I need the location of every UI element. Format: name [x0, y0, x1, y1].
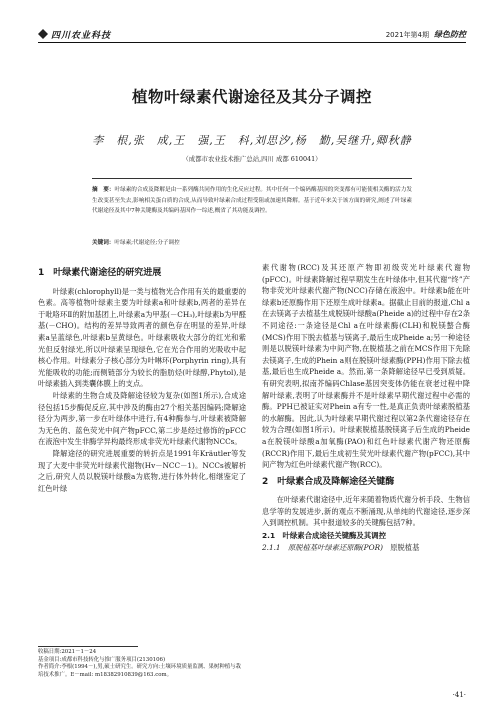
- paragraph: 降解途径的研究进展重要的转折点是1991年Kräutler等发现了大麦中非荧光叶绿素代谢物(Hv－NCC－1)。NCCs被解析之后,研究人员以脱镁叶绿酸a为底物,进行体外转化,相继鉴定了红色叶绿: [38, 448, 246, 493]
- author-list: 李 根,张 成,王 强,王 科,刘思汐,杨 勤,吴继升,卿秋静: [92, 134, 412, 147]
- abstract-rule: [92, 178, 412, 179]
- running-header: [386, 29, 466, 40]
- article-title: 植物叶绿素代谢途径及其分子调控: [131, 88, 372, 106]
- journal-logo-text: 四川农业科技: [51, 30, 112, 41]
- subsubsection-heading-2-1-1: [262, 542, 470, 554]
- journal-logo-icon: [38, 29, 48, 39]
- page-number: ·41·: [452, 691, 466, 699]
- header-rule: [38, 42, 466, 43]
- subsubsection-continuation: 原脱植基: [382, 542, 420, 552]
- paragraph: 素代谢物(RCC)及其还原产物即初级荧光叶绿素代谢物(pFCC)。叶绿素降解过程早期发生在叶绿体中,但其代谢“终”产物非荧光叶绿素代谢产物(NCC)存储在液泡中。叶绿素b能在叶绿素b还原酶作用下还原生成叶绿素a。据截止目前的报道,Chl a在去镁离子去植基生成脱镁叶绿酸a(Pheide a)的过程中存在2条不同途径:一条途径是Chl a在叶绿素酶(CLH)和脱镁螯合酶(MCS)作用下脱去植基与镁离子,最后生成Pheide a;另一种途径则是以脱镁叶绿素为中间产物,在脱植基之前在MCS作用下先除去镁离子,生成的Phein a则在脱镁叶绿素酶(PPH)作用下除去植基,最后也生成Pheide a。然而,第一条降解途径早已受到质疑。有研究表明,拟南芥编码Chlase基因突变体仍能在衰老过程中降解叶绿素,表明了叶绿素酶并不是叶绿素早期代谢过程中必需的酶。PPH已被证实对Phein a有专一性,是真正负责叶绿素脱植基的水解酶。因此,认为叶绿素早期代谢过程以第2条代谢途径存在较为合理(如图1所示)。叶绿素脱植基脱镁离子后生成的Pheide a在脱镁叶绿酸a加氧酶(PAO)和红色叶绿素代谢产物还原酶(RCCR)作用下,最后生成初生荧光叶绿素代谢产物(pFCC),其中间产物为红色叶绿素代谢产物(RCC)。: [262, 263, 470, 470]
- affiliation: （成都市农业技术推广总站,四川 成都 610041）: [182, 155, 322, 163]
- journal-logo: [38, 28, 111, 40]
- fund-info: 基金项目:成都市科技转化与推广服务项目(2130106): [38, 656, 166, 663]
- keywords-label: 关键词：: [92, 240, 115, 246]
- received-date: 收稿日期:2021－1－24: [38, 649, 97, 655]
- left-column: [38, 264, 246, 494]
- paragraph: 在叶绿素代谢途径中,近年来随着物质代谢分析手段、生物信息学等的发展进步,新的观点不断涌现,从单纯的代谢途径,逐步深入到调控机制。其中报道较多的关键酶包括7种。: [262, 495, 470, 528]
- paragraph: 叶绿素(chlorophyll)是一类与植物光合作用有关的最重要的色素。高等植物叶绿素主要为叶绿素a和叶绿素b,两者的差异在于吡咯环Ⅱ的附加基团上,叶绿素a为甲基(－CH₃),叶绿素b为甲醛基(－CHO)。结构的差异导致两者的颜色存在明显的差异,叶绿素a呈蓝绿色,叶绿素b呈黄绿色。叶绿素吸收大部分的红光和紫光但反射绿光,所以叶绿素呈现绿色,它在光合作用的光吸收中起核心作用。叶绿素分子核心部分为叶啉环(Porphyrin ring),具有光能吸收的功能;而侧链部分为较长的脂肪烃(叶绿醇,Phytol),是叶绿素插入到类囊体膜上的支点。: [38, 286, 246, 389]
- keywords: [92, 238, 412, 246]
- abstract-text: 叶绿素的合成及降解是由一系列酶共同作用的生化反应过程。其中任何一个编码酶基因的突变都有可能使相关酶的活力发生改变甚至失去,影响相关蛋白质的合成,从而导致叶绿素合成过程受阻或加速其降解。基于近年来关于该方面的研究,阐述了叶绿素代谢途径及其中7种关键酶及其编码基因作一综述,概省了其功能及调控。: [92, 187, 412, 215]
- right-column: [262, 262, 470, 553]
- footnote: [38, 649, 246, 679]
- footnote-rule: [38, 646, 138, 647]
- abstract: [92, 185, 412, 217]
- subsection-heading-2-1: 2.1 叶绿素合成途径关键酶及其调控: [262, 531, 386, 541]
- abstract-label: 摘 要：: [92, 187, 115, 193]
- section-heading-2: 2 叶绿素合成及降解途径关键酶: [262, 476, 395, 487]
- subsubsection-title: 2.1.1 原脱植基叶绿素还原酶(POR): [262, 542, 383, 552]
- issue-label: 2021年第4期: [385, 30, 429, 39]
- paragraph: 叶绿素的生物合成及降解途径较为复杂(如图1所示),合成途径包括15步酶促反应,其中涉及的酶由27个相关基因编码;降解途径分为两步,第一步在叶绿体中进行,有4种酶参与,叶绿素被降解为无色的、蓝色荧光中间产物pFCC,第二步是经过修饰的pFCC在液泡中发生非酶学异构最终形成非荧光叶绿素代谢物NCCs。: [38, 390, 246, 447]
- section-heading-1: 1 叶绿素代谢途径的研究进展: [38, 268, 162, 278]
- author-bio: 作者简介:李根(1994－),男,硕士研究生。研究方向:土壤环境质量监测、果树种植与栽培技术推广。E－mail: m18382910839@163.com。: [38, 664, 241, 678]
- keywords-text: 叶绿素;代谢途径;分子调控: [114, 240, 180, 246]
- section-label: 绿色防控: [434, 30, 466, 39]
